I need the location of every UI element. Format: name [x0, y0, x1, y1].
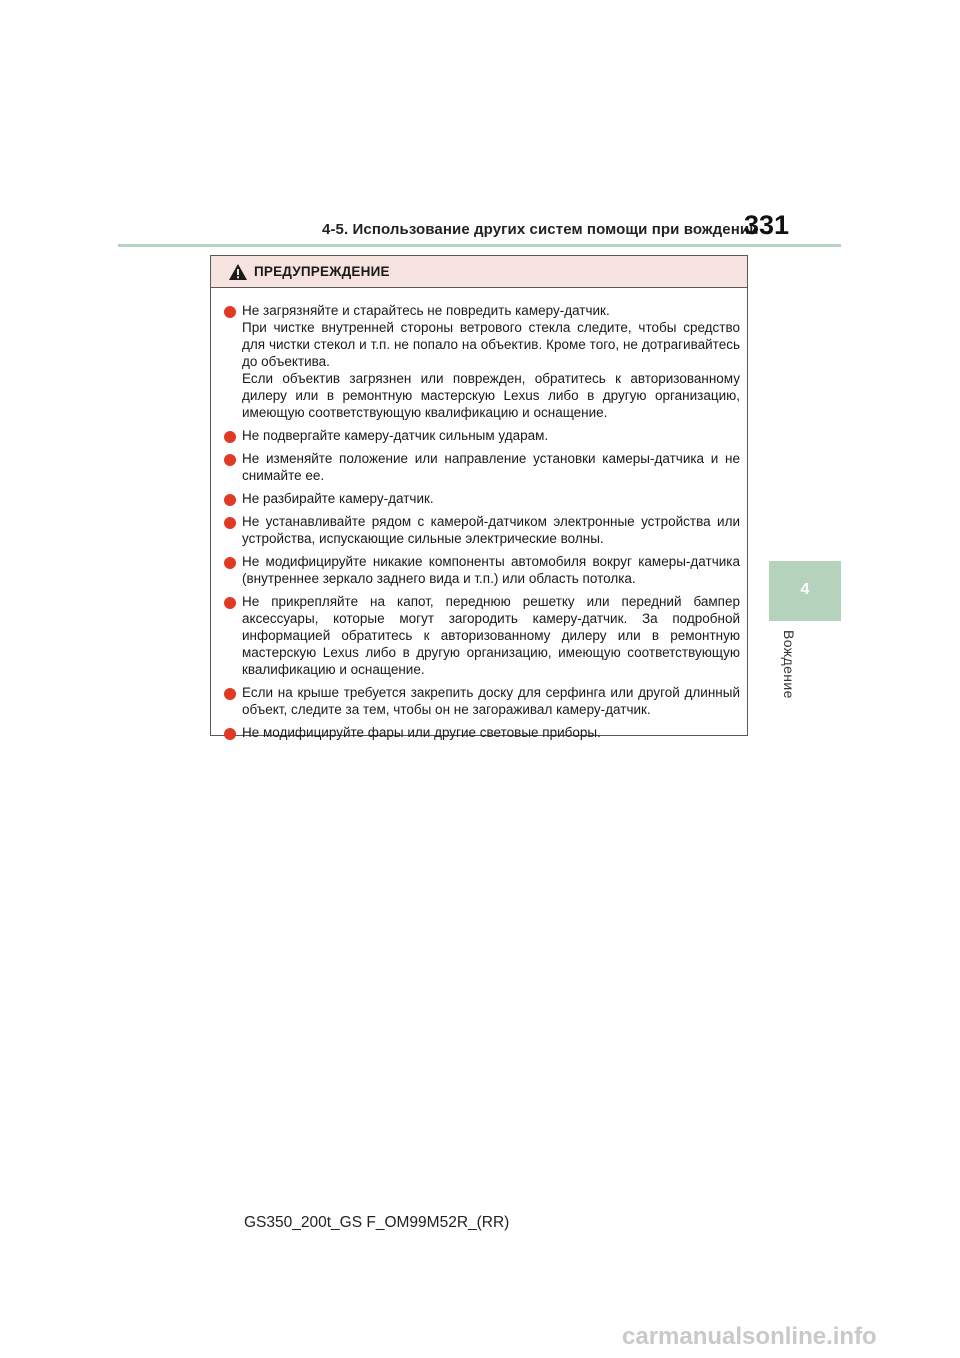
- watermark: carmanualsonline.info: [622, 1323, 877, 1350]
- chapter-tab: [769, 561, 841, 621]
- chapter-label: Вождение: [781, 630, 797, 699]
- warning-item-text: Не разбирайте камеру-датчик.: [242, 491, 434, 506]
- header-divider: [118, 244, 841, 247]
- bullet-icon: [224, 557, 236, 569]
- warning-item: [224, 593, 740, 678]
- warning-item: [224, 684, 740, 718]
- warning-list: [211, 288, 747, 741]
- warning-item: [224, 490, 740, 507]
- warning-item-text: Не модифицируйте фары или другие световые приборы.: [242, 725, 601, 740]
- warning-item: [224, 724, 740, 741]
- warning-item: [224, 427, 740, 444]
- warning-item-text: Не модифицируйте никакие компоненты автомобиля вокруг камеры-датчика (внутреннее зеркало заднего вида и т.п.) или область потолка.: [242, 554, 740, 586]
- warning-item: [224, 450, 740, 484]
- warning-title: ПРЕДУПРЕЖДЕНИЕ: [254, 264, 390, 279]
- bullet-icon: [224, 431, 236, 443]
- warning-box: [210, 255, 748, 740]
- warning-item-text: Не загрязняйте и старайтесь не повредить камеру-датчик. При чистке внутренней стороны ветрового стекла следите, чтобы средство для чистки стекол и т.п. не попало на объектив. Кроме того, не дотрагивайтесь до объектива. Если объектив загрязнен или поврежден, обратитесь к авторизованному дилеру или в ремонтную мастерскую Lexus либо в другую организацию, имеющую соответствующую квалификацию и оснащение.: [242, 303, 740, 420]
- bullet-icon: [224, 728, 236, 740]
- page-number: 331: [744, 210, 790, 240]
- bullet-icon: [224, 517, 236, 529]
- warning-item-text: Не подвергайте камеру-датчик сильным ударам.: [242, 428, 549, 443]
- warning-item-text: Не прикрепляйте на капот, переднюю решетку или передний бампер аксессуары, которые могут загородить камеру-датчик. За подробной информацией обратитесь к авторизованному дилеру или в ремонтную мастерскую Lexus либо в другую организацию, имеющую соответствующую квалификацию и оснащение.: [242, 594, 740, 677]
- bullet-icon: [224, 454, 236, 466]
- warning-item: [224, 553, 740, 587]
- chapter-number: 4: [800, 581, 810, 598]
- bullet-icon: [224, 494, 236, 506]
- document-id: GS350_200t_GS F_OM99M52R_(RR): [244, 1214, 510, 1231]
- warning-header: [211, 256, 747, 288]
- warning-item: [224, 302, 740, 421]
- warning-item-text: Если на крыше требуется закрепить доску для серфинга или другой длинный объект, следите за тем, чтобы он не загораживал камеру-датчик.: [242, 685, 740, 717]
- bullet-icon: [224, 597, 236, 609]
- bullet-icon: [224, 688, 236, 700]
- warning-item-text: Не устанавливайте рядом с камерой-датчиком электронные устройства или устройства, испускающие сильные электрические волны.: [242, 514, 740, 546]
- bullet-icon: [224, 306, 236, 318]
- warning-item: [224, 513, 740, 547]
- section-title: 4-5. Использование других систем помощи при вождении: [322, 221, 759, 238]
- warning-triangle-icon: [228, 263, 248, 281]
- warning-item-text: Не изменяйте положение или направление установки камеры-датчика и не снимайте ее.: [242, 451, 740, 483]
